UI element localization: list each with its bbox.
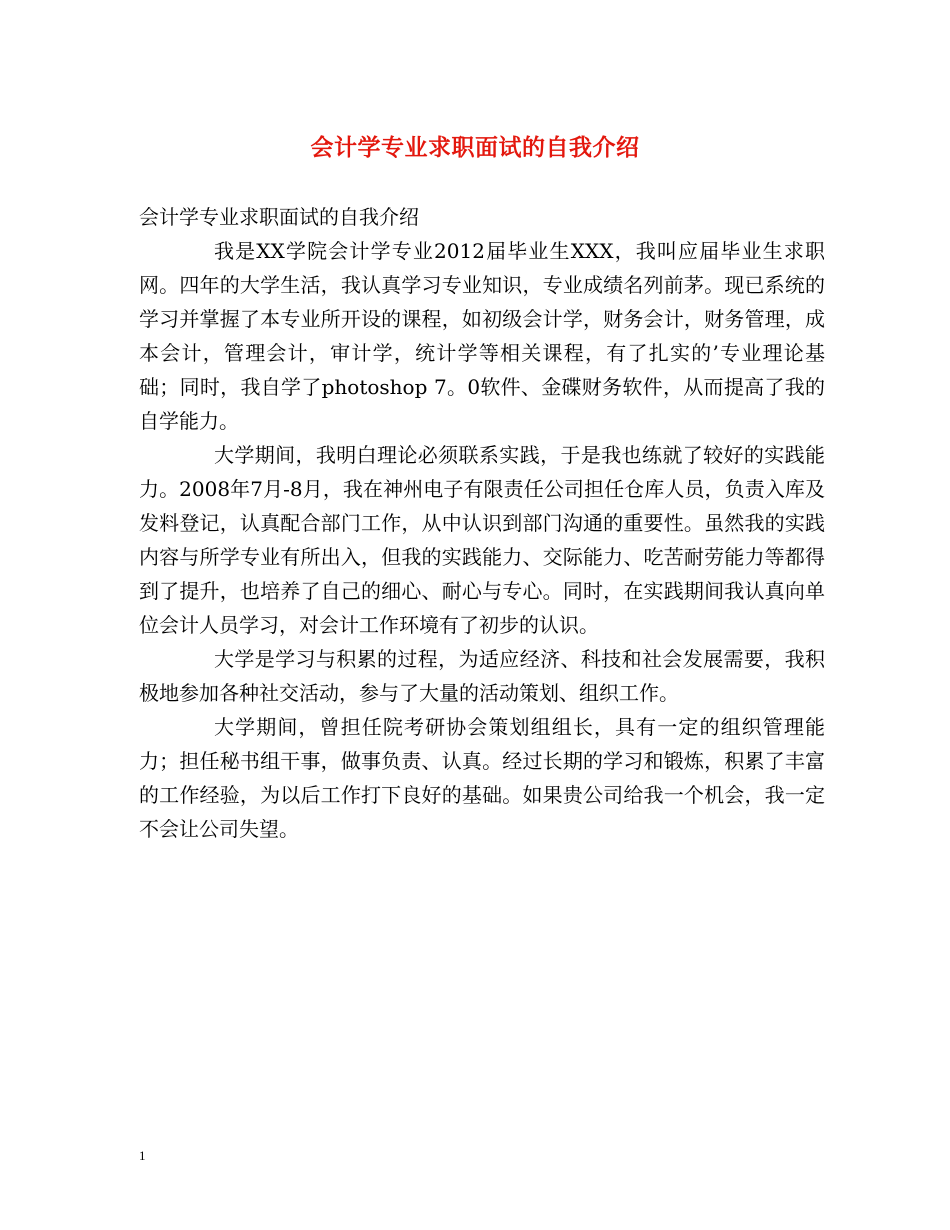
document-subtitle: 会计学专业求职面试的自我介绍 xyxy=(139,205,419,229)
page-number: 1 xyxy=(139,1148,146,1163)
paragraph-4: 大学期间，曾担任院考研协会策划组组长，具有一定的组织管理能力；担任秘书组干事，做事负责、认真。经过长期的学习和锻炼，积累了丰富的工作经验，为以后工作打下良好的基础。如果贵公司给我一个机会，我一定不会让公司失望。 xyxy=(139,715,825,841)
document-title: 会计学专业求职面试的自我介绍 xyxy=(310,134,640,161)
document-body xyxy=(139,200,825,846)
paragraph-1: 我是XX学院会计学专业2012届毕业生XXX，我叫应届毕业生求职网。四年的大学生活，我认真学习专业知识，专业成绩名列前茅。现已系统的学习并掌握了本专业所开设的课程，如初级会计学，财务会计，财务管理，成本会计，管理会计，审计学，统计学等相关课程，有了扎实的’专业理论基础；同时，我自学了photoshop 7。0软件、金碟财务软件，从而提高了我的自学能力。 xyxy=(139,239,825,433)
paragraph-3: 大学是学习与积累的过程，为适应经济、科技和社会发展需要，我积极地参加各种社交活动，参与了大量的活动策划、组织工作。 xyxy=(139,647,825,705)
paragraph-2: 大学期间，我明白理论必须联系实践，于是我也练就了较好的实践能力。2008年7月-8月，我在神州电子有限责任公司担任仓库人员，负责入库及发料登记，认真配合部门工作，从中认识到部门沟通的重要性。虽然我的实践内容与所学专业有所出入，但我的实践能力、交际能力、吃苦耐劳能力等都得到了提升，也培养了自己的细心、耐心与专心。同时，在实践期间我认真向单位会计人员学习，对会计工作环境有了初步的认识。 xyxy=(139,443,825,637)
